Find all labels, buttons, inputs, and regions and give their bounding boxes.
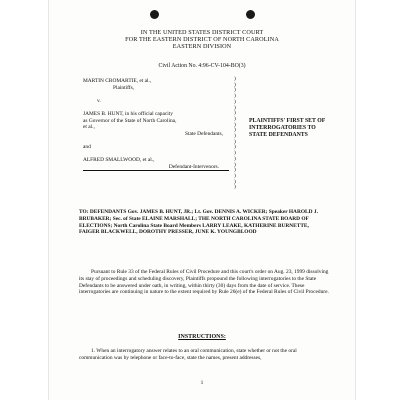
and-label: and: [83, 143, 91, 150]
instruction-item: 1. When an interrogatory answer relates to an oral communication, state whether or not the oral communication was by telephone or face-to-face, state the names, present addresses,: [79, 348, 297, 361]
plaintiff-role: Plaintiffs,: [113, 84, 135, 91]
page-number: 1: [200, 380, 204, 386]
document-title: [249, 118, 325, 139]
paren: ): [234, 110, 236, 117]
court-header-line: FOR THE EASTERN DISTRICT OF NORTH CAROLINA: [125, 36, 279, 44]
defendant-line: JAMES B. HUNT, in his official capacity: [83, 110, 173, 117]
caption-parentheses: [234, 77, 236, 191]
paren: ): [234, 104, 236, 111]
paren: ): [234, 98, 236, 105]
instructions-heading: INSTRUCTIONS:: [178, 334, 226, 340]
intervenor-name: ALFRED SMALLWOOD, et al.,: [83, 157, 155, 164]
paren: ): [234, 184, 236, 191]
paren: ): [234, 93, 236, 100]
defendant-line: et al.,: [83, 124, 95, 131]
paren: ): [234, 133, 236, 140]
case-caption: [83, 78, 233, 171]
paren: ): [234, 150, 236, 157]
paren: ): [234, 127, 236, 134]
paren: ): [234, 178, 236, 185]
defendant-line: as Governor of the State of North Carolina,: [83, 117, 177, 124]
paren: ): [234, 121, 236, 128]
paren: ): [234, 155, 236, 162]
punch-hole: [246, 10, 255, 19]
paren: ): [234, 87, 236, 94]
paren: ): [234, 172, 236, 179]
court-header-line: EASTERN DIVISION: [172, 43, 232, 51]
document-title-line: PLAINTIFFS' FIRST SET OF: [249, 118, 326, 124]
body-paragraph: Pursuant to Rule 33 of the Federal Rules of Civil Procedure and this court's order on Aug. 23, 1999 dissolving its stay of proceedings and scheduling discovery, Plaintiffs propound the following interrogatories to the State Defendants to be answered under oath, in writing, within thirty (30) days from the date of service. These interrogatories are continuing in nature to the extent required by Rule 26(e) of the Federal Rules of Civil Procedure.: [79, 269, 329, 296]
paren: ): [234, 81, 236, 88]
paren: ): [234, 167, 236, 174]
document-page: [48, 0, 356, 400]
plaintiff-name: MARTIN CROMARTIE, et al.,: [83, 78, 152, 84]
punch-hole: [150, 10, 159, 19]
paren: ): [234, 115, 236, 122]
civil-action-number: Civil Action No. 4:96-CV-104-BO(3): [158, 63, 246, 69]
paren: ): [234, 76, 236, 82]
document-title-line: STATE DEFENDANTS: [249, 132, 308, 138]
court-header-line: IN THE UNITED STATES DISTRICT COURT: [140, 29, 264, 36]
versus: v.: [97, 97, 101, 104]
addressee-block: TO: DEFENDANTS Gov. JAMES B. HUNT, JR.; Lt. Gov. DENNIS A. WICKER; Speaker HAROLD J. BRUBAKER; Sec. of State ELAINE MARSHALL; THE NORTH CAROLINA STATE BOARD OF ELECTIONS; North Carolina State Board Members LARRY LEAKE, KATHERINE BURNETTE, FAIGER BLACKWELL, DOROTHY PRESSER, JUNE K. YOUNGBLOOD: [79, 209, 318, 236]
document-title-line: INTERROGATORIES TO: [249, 125, 316, 131]
paren: ): [234, 161, 236, 168]
paren: ): [234, 144, 236, 151]
intervenor-role: Defendant-Intervenors.: [83, 164, 229, 172]
defendant-role: State Defendants,: [184, 130, 223, 137]
court-header: [49, 29, 355, 51]
paren: ): [234, 138, 236, 145]
